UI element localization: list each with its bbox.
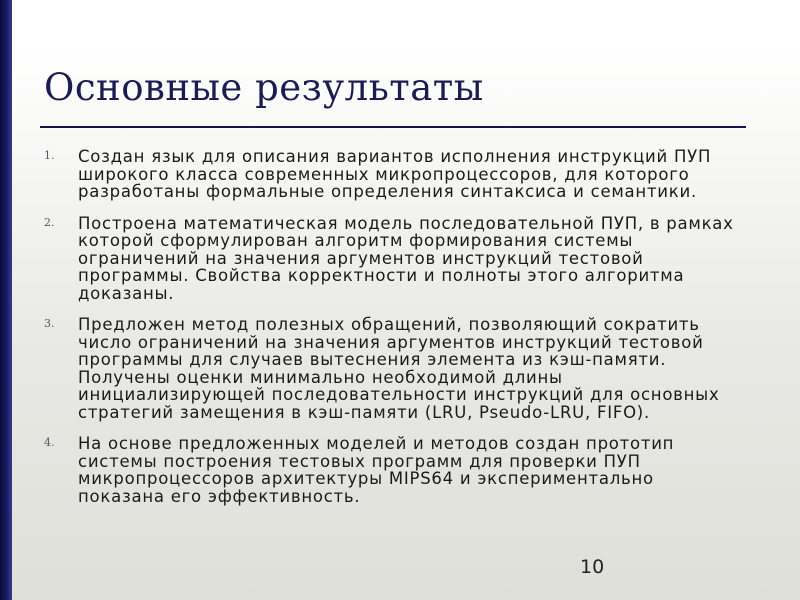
list-item-text: Создан язык для описания вариантов исполнения инструкций ПУП широкого класса современных микропроцессоров, для которого разработаны формальные определения синтаксиса и семантики.: [78, 147, 712, 201]
results-list: [44, 148, 744, 519]
list-item: [44, 435, 744, 505]
list-item-number: 2.: [44, 215, 55, 229]
list-item-text: Построена математическая модель последовательной ПУП, в рамках которой сформулирован алгоритм формирования системы ограничений на значения аргументов инструкций тестовой программы. Свойства корректности и полноты этого алгоритма доказаны.: [78, 213, 734, 303]
slide-title: Основные результаты: [44, 66, 484, 109]
list-item-number: 3.: [44, 317, 55, 330]
title-divider: [40, 126, 746, 128]
list-item-number: 4.: [44, 436, 55, 449]
list-item-number: 1.: [44, 149, 55, 162]
page-number: 10: [580, 556, 605, 578]
list-item: [44, 148, 744, 201]
list-item-text: На основе предложенных моделей и методов создан прототип системы построения тестовых программ для проверки ПУП микропроцессоров архитектуры MIPS64 и экспериментально показана его эффективность.: [78, 434, 675, 506]
list-item: [44, 215, 744, 303]
left-accent-band: [0, 0, 12, 600]
list-item-text: Предложен метод полезных обращений, позволяющий сократить число ограничений на значения аргументов инструкций тестовой программы для случаев вытеснения элемента из кэш-памяти. Получены оценки минимально необходимой длины инициализирующей последовательности инструкций для основных стратегий замещения в кэш-памяти (LRU, Pseudo-LRU, FIFO).: [78, 315, 720, 422]
list-item: [44, 316, 744, 421]
